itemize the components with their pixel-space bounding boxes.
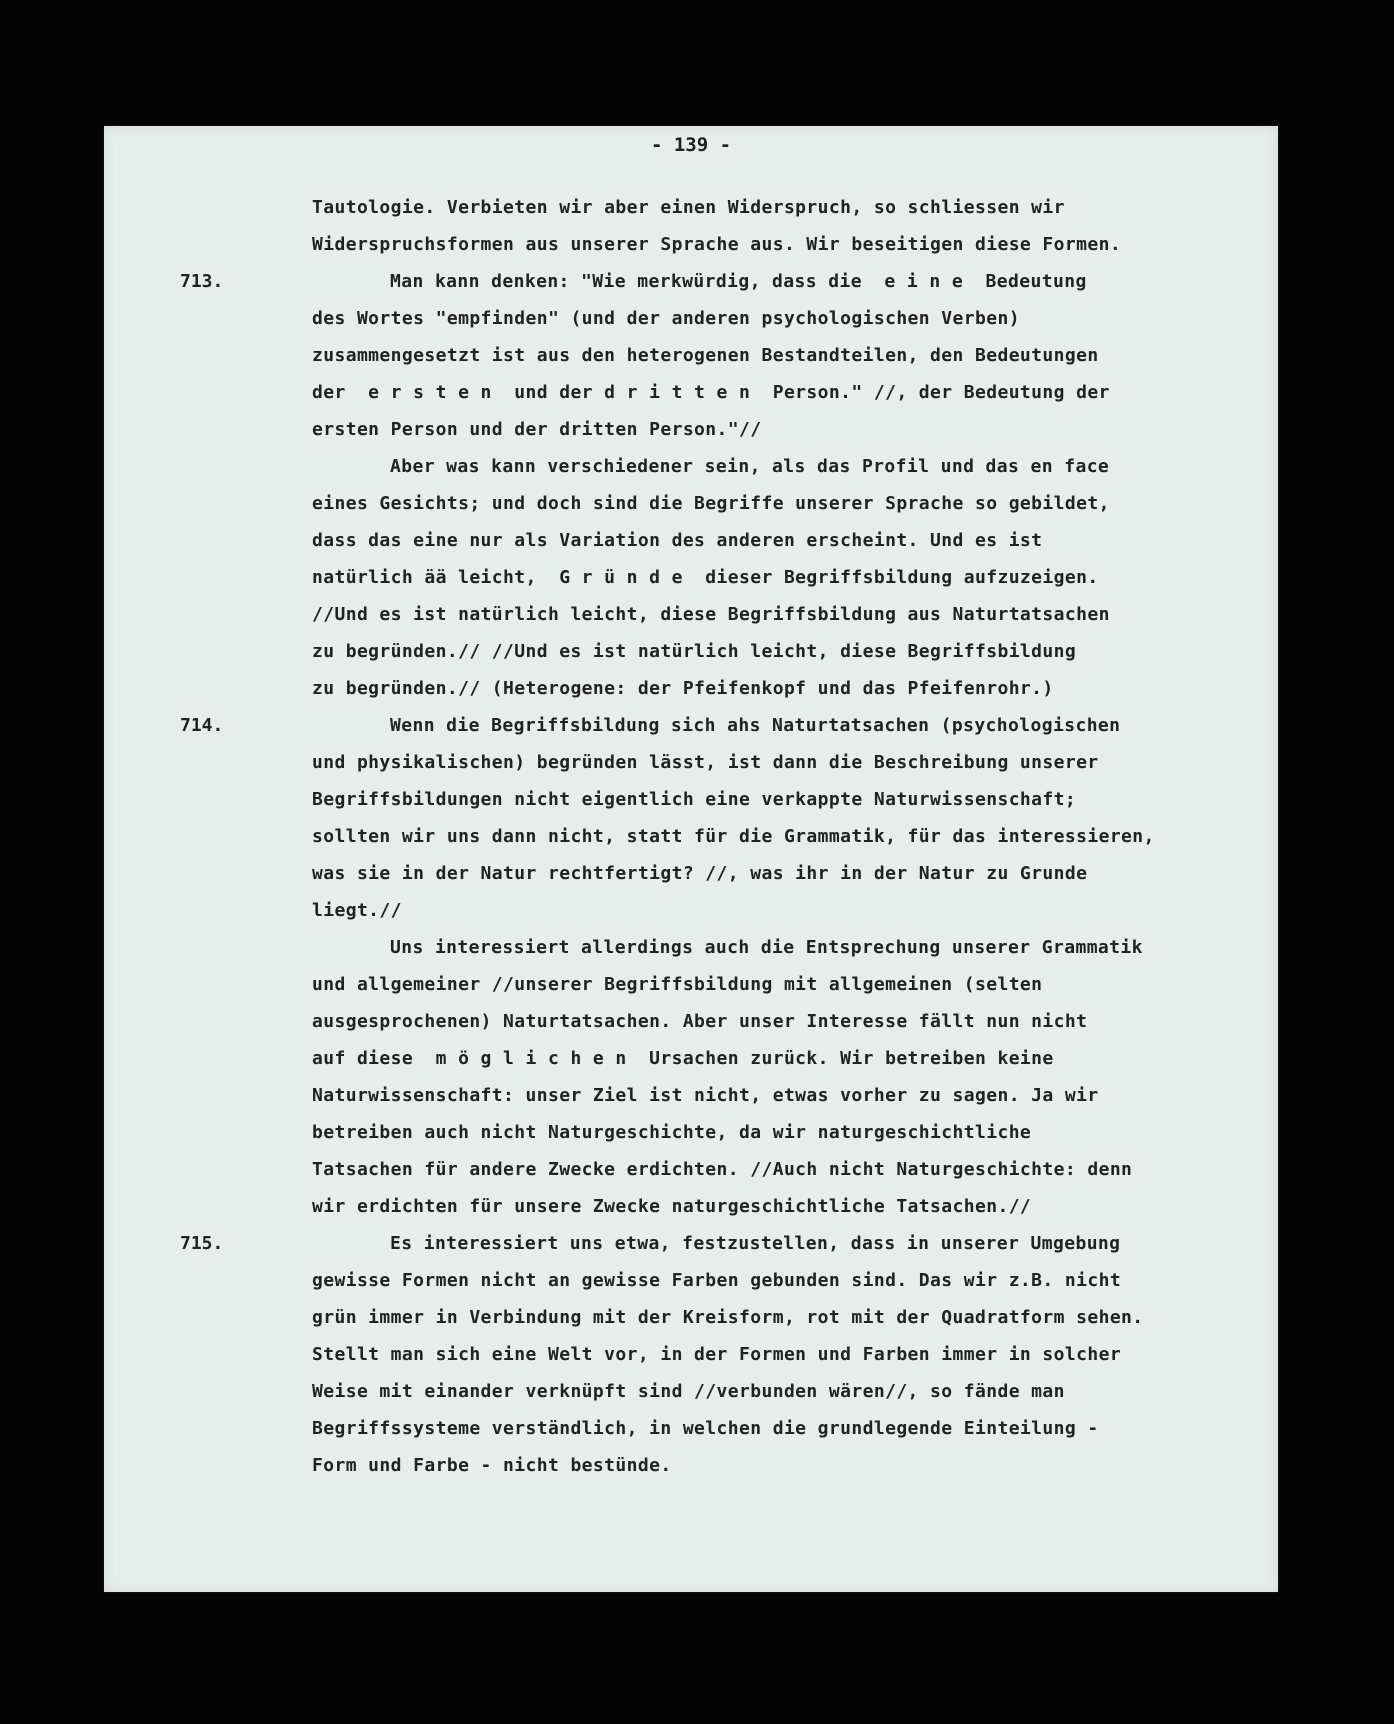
text-line: Widerspruchsformen aus unserer Sprache aus. Wir beseitigen diese Formen. bbox=[312, 234, 1122, 255]
text-line: wir erdichten für unsere Zwecke naturgeschichtliche Tatsachen.// bbox=[312, 1196, 1032, 1217]
text-line: des Wortes "empfinden" (und der anderen psychologischen Verben) bbox=[312, 308, 1020, 329]
page-text bbox=[104, 126, 1278, 1592]
text-line: liegt.// bbox=[312, 900, 402, 921]
text-line: dass das eine nur als Variation des anderen erscheint. Und es ist bbox=[312, 530, 1043, 551]
text-line: zu begründen.// //Und es ist natürlich leicht, diese Begriffsbildung bbox=[312, 641, 1077, 662]
page-number: - 139 - bbox=[650, 134, 732, 156]
text-line: Begriffsbildungen nicht eigentlich eine verkappte Naturwissenschaft; bbox=[312, 789, 1077, 810]
text-line: betreiben auch nicht Naturgeschichte, da wir naturgeschichtliche bbox=[312, 1122, 1032, 1143]
text-line: //Und es ist natürlich leicht, diese Begriffsbildung aus Naturtatsachen bbox=[312, 604, 1110, 625]
text-line: Tatsachen für andere Zwecke erdichten. //Auch nicht Naturgeschichte: denn bbox=[312, 1159, 1133, 1180]
section-number: 713. bbox=[180, 271, 224, 292]
text-line: auf diese m ö g l i c h e n Ursachen zurück. Wir betreiben keine bbox=[312, 1048, 1054, 1069]
text-line: Man kann denken: "Wie merkwürdig, dass die e i n e Bedeutung bbox=[390, 271, 1087, 292]
text-line: zusammengesetzt ist aus den heterogenen Bestandteilen, den Bedeutungen bbox=[312, 345, 1099, 366]
text-line: Begriffssysteme verständlich, in welchen die grundlegende Einteilung - bbox=[312, 1418, 1099, 1439]
text-line: ersten Person und der dritten Person."// bbox=[312, 419, 762, 440]
text-line: Wenn die Begriffsbildung sich ahs Naturtatsachen (psychologischen bbox=[390, 715, 1121, 736]
text-line: was sie in der Natur rechtfertigt? //, was ihr in der Natur zu Grunde bbox=[312, 863, 1088, 884]
section-number: 714. bbox=[180, 715, 224, 736]
text-line: und allgemeiner //unserer Begriffsbildung mit allgemeinen (selten bbox=[312, 974, 1043, 995]
text-line: Form und Farbe - nicht bestünde. bbox=[312, 1455, 672, 1476]
text-line: natürlich ää leicht, G r ü n d e dieser Begriffsbildung aufzuzeigen. bbox=[312, 567, 1099, 588]
text-line: Stellt man sich eine Welt vor, in der Formen und Farben immer in solcher bbox=[312, 1344, 1122, 1365]
text-line: und physikalischen) begründen lässt, ist dann die Beschreibung unserer bbox=[312, 752, 1099, 773]
text-line: eines Gesichts; und doch sind die Begriffe unserer Sprache so gebildet, bbox=[312, 493, 1110, 514]
text-line: Naturwissenschaft: unser Ziel ist nicht, etwas vorher zu sagen. Ja wir bbox=[312, 1085, 1099, 1106]
text-line: Tautologie. Verbieten wir aber einen Widerspruch, so schliessen wir bbox=[312, 197, 1065, 218]
text-line: Weise mit einander verknüpft sind //verbunden wären//, so fände man bbox=[312, 1381, 1065, 1402]
text-line: grün immer in Verbindung mit der Kreisform, rot mit der Quadratform sehen. bbox=[312, 1307, 1144, 1328]
text-line: ausgesprochenen) Naturtatsachen. Aber unser Interesse fällt nun nicht bbox=[312, 1011, 1088, 1032]
section-number: 715. bbox=[180, 1233, 224, 1254]
text-line: der e r s t e n und der d r i t t e n Person." //, der Bedeutung der bbox=[312, 382, 1110, 403]
text-line: gewisse Formen nicht an gewisse Farben gebunden sind. Das wir z.B. nicht bbox=[312, 1270, 1122, 1291]
typed-page bbox=[104, 126, 1278, 1592]
text-line: sollten wir uns dann nicht, statt für die Grammatik, für das interessieren, bbox=[312, 826, 1155, 847]
text-line: Uns interessiert allerdings auch die Entsprechung unserer Grammatik bbox=[390, 937, 1143, 958]
text-line: zu begründen.// (Heterogene: der Pfeifenkopf und das Pfeifenrohr.) bbox=[312, 678, 1054, 699]
text-line: Es interessiert uns etwa, festzustellen, dass in unserer Umgebung bbox=[390, 1233, 1121, 1254]
text-line: Aber was kann verschiedener sein, als das Profil und das en face bbox=[390, 456, 1110, 477]
